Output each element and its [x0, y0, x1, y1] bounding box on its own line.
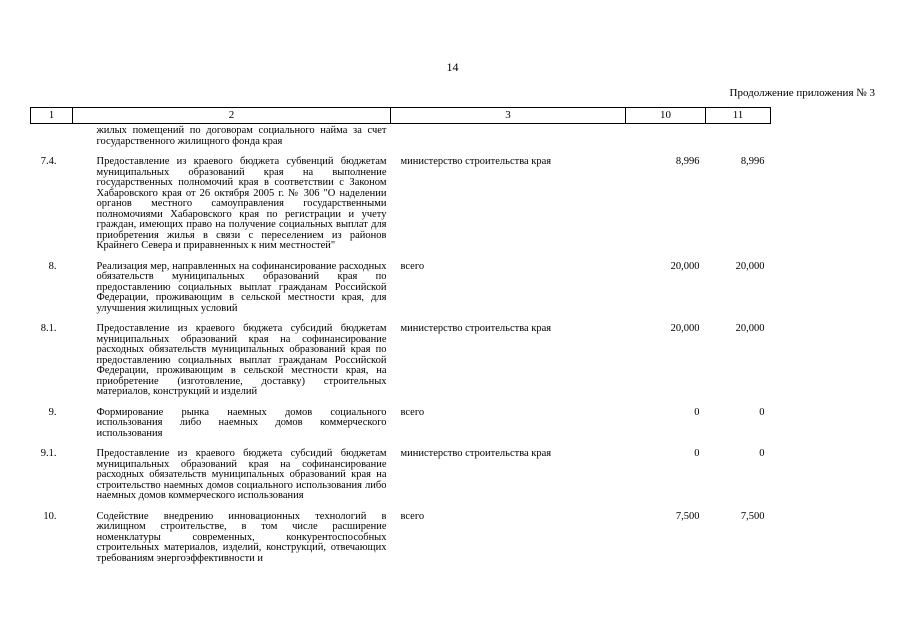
row-number: 10.: [43, 510, 57, 522]
row-number: 8.: [48, 260, 57, 272]
row-description: Предоставление из краевого бюджета субвенций бюджетам муниципальных образований края на выполнение государственных полномочий края в соответствии с Законом Хабаровского края от 26 октября 2005 г. № 306 "О наделении органов местного самоуправления государственными полномочиями Хабаровского края по регистрации и учету граждан, имеющих право на получение социальных выплат для приобретения жилья в связи с переселением из районов Крайнего Севера и приравненных к ним местностей": [96, 156, 387, 251]
row-value-11: 0: [759, 448, 765, 459]
continuation-label: Продолжение приложения № 3: [729, 87, 875, 99]
column-header-2: 2: [73, 108, 391, 124]
table-row: [31, 439, 771, 502]
row-number: [31, 124, 73, 148]
row-number: 7.4.: [40, 156, 57, 167]
row-value-10: 7,500: [675, 510, 700, 522]
page-number: 14: [446, 60, 459, 74]
table-row: [31, 252, 771, 315]
row-value-10: 0: [694, 406, 700, 418]
row-executor: всего: [400, 510, 425, 522]
row-value-10: [626, 124, 706, 148]
table-header-row: [31, 108, 771, 124]
row-description: Реализация мер, направленных на софинансирование расходных обязательств муниципальных образований края по предоставлению социальных выплат гражданам Российской Федерации, проживающим в сельской местности края, для улучшения жилищных условий: [96, 260, 387, 314]
row-number: 9.: [48, 406, 57, 418]
row-executor: министерство строительства края: [400, 323, 552, 334]
column-header-3: 3: [391, 108, 626, 124]
table-row: [31, 398, 771, 440]
row-executor: министерство строительства края: [400, 448, 552, 459]
row-number: 9.1.: [40, 448, 57, 459]
table-row: [31, 124, 771, 148]
appendix-table: [30, 107, 771, 564]
row-value-10: 20,000: [670, 323, 700, 334]
row-description: Предоставление из краевого бюджета субсидий бюджетам муниципальных образований края на софинансирование расходных обязательств муниципальных образований края по предоставлению социальных выплат гражданам Российской Федерации, проживающим в сельской местности края, на приобретение (изготовление, доставку) строительных материалов, конструкций и изделий: [96, 323, 387, 397]
row-executor: министерство строительства края: [400, 156, 552, 167]
table-row: [31, 314, 771, 398]
row-value-11: 7,500: [740, 510, 765, 522]
row-description: жилых помещений по договорам социального найма за счет государственного жилищного фонда края: [96, 125, 387, 147]
row-executor: всего: [400, 406, 425, 418]
row-value-11: 0: [759, 406, 765, 418]
row-description: Содействие внедрению инновационных технологий в жилищном строительстве, в том числе расширение номенклатуры современных, конкурентоспособных строительных материалов, изделий, конструкций, отвечающих требованиям энергоэффективности и: [96, 510, 387, 564]
row-value-11: 20,000: [735, 260, 765, 272]
row-value-11: 8,996: [740, 156, 765, 167]
row-value-11: 20,000: [735, 323, 765, 334]
row-description: Формирование рынка наемных домов социального использования либо наемных домов коммерческого использования: [96, 406, 387, 439]
row-value-10: 20,000: [670, 260, 700, 272]
row-description: Предоставление из краевого бюджета субсидий бюджетам муниципальных образований края на софинансирование расходных обязательств муниципальных образований края на строительство наемных домов социального использования либо наемных домов коммерческого использования: [96, 448, 387, 501]
row-value-10: 8,996: [675, 156, 700, 167]
row-value-11: [706, 124, 771, 148]
column-header-10: 10: [626, 108, 706, 124]
table-row: [31, 147, 771, 252]
column-header-1: 1: [31, 108, 73, 124]
row-number: 8.1.: [40, 323, 57, 334]
row-value-10: 0: [694, 448, 700, 459]
row-executor: всего: [400, 260, 425, 272]
table-row: [31, 502, 771, 565]
row-executor: [391, 124, 626, 148]
column-header-11: 11: [706, 108, 771, 124]
